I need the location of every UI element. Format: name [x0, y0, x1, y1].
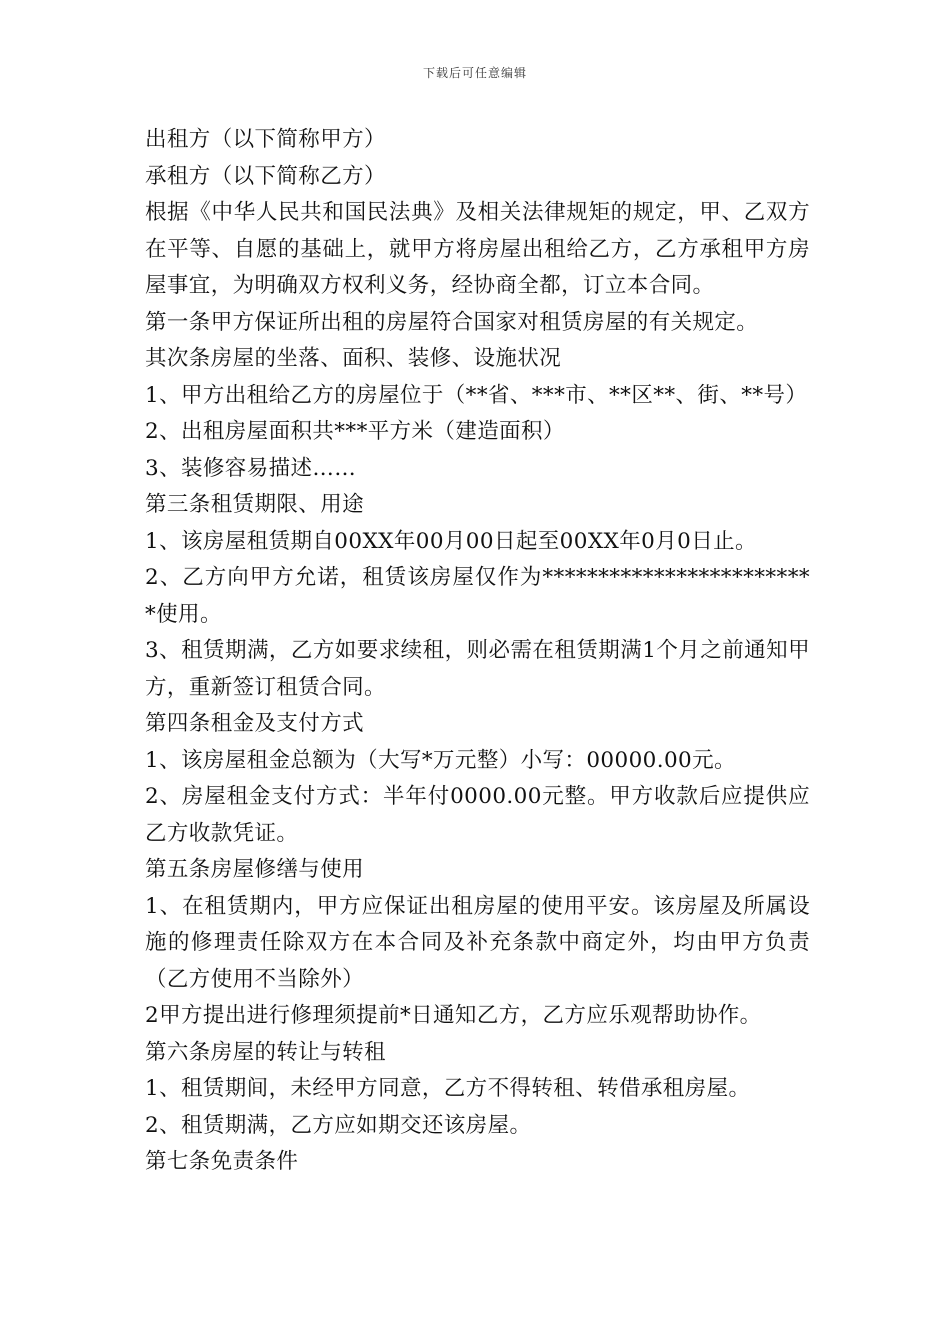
article-5-heading: 第五条房屋修缮与使用 [145, 857, 365, 882]
article-3-clause-3: 3、租赁期满，乙方如要求续租，则必需在租赁期满1个月之前通知甲方，重新签订租赁合同。 [145, 638, 810, 700]
article-6-heading: 第六条房屋的转让与转租 [145, 1039, 386, 1065]
article-5-clause-1: 1、在租赁期内，甲方应保证出租房屋的使用平安。该房屋及所属设施的修理责任除双方在本合同及补充条款中商定外，均由甲方负责（乙方使用不当除外） [145, 893, 810, 992]
article-4-clause-2: 2、房屋租金支付方式：半年付0000.00元整。甲方收款后应提供应乙方收款凭证。 [145, 784, 810, 846]
article-4-heading: 第四条租金及支付方式 [145, 711, 365, 736]
article-2-clause-3: 3、装修容易描述…… [145, 455, 357, 481]
article-6-clause-1: 1、租赁期间，未经甲方同意，乙方不得转租、转借承租房屋。 [145, 1076, 751, 1101]
party-lessor-line: 出租方（以下简称甲方） [145, 127, 386, 152]
article-4-clause-1: 1、该房屋租金总额为（大写*万元整）小写：00000.00元。 [145, 747, 736, 773]
article-3-clause-2: 2、乙方向甲方允诺，租赁该房屋仅作为*************************使用。 [145, 565, 810, 627]
preamble-paragraph: 根据《中华人民共和国民法典》及相关法律规矩的规定，甲、乙双方在平等、自愿的基础上，就甲方将房屋出租给乙方，乙方承租甲方房屋事宜，为明确双方权利义务，经协商全都，订立本合同。 [145, 200, 810, 298]
article-7-heading: 第七条免责条件 [145, 1149, 299, 1174]
contract-body [145, 122, 810, 1181]
article-5-clause-2: 2甲方提出进行修理须提前*日通知乙方，乙方应乐观帮助协作。 [145, 1003, 762, 1028]
article-6-clause-2: 2、租赁期满，乙方应如期交还该房屋。 [145, 1112, 532, 1138]
article-3-clause-1: 1、该房屋租赁期自00XX年00月00日起至00XX年0月0日止。 [145, 528, 757, 554]
article-2-clause-1: 1、甲方出租给乙方的房屋位于（**省、***市、**区**、街、**号） [145, 382, 808, 408]
article-2-clause-2: 2、出租房屋面积共***平方米（建造面积） [145, 419, 565, 444]
article-1-heading: 第一条甲方保证所出租的房屋符合国家对租赁房屋的有关规定。 [145, 309, 759, 335]
article-2-heading: 其次条房屋的坐落、面积、装修、设施状况 [145, 346, 562, 371]
party-lessee-line: 承租方（以下简称乙方） [145, 163, 386, 189]
article-3-heading: 第三条租赁期限、用途 [145, 492, 365, 517]
page-header-note: 下载后可任意编辑 [422, 66, 527, 80]
